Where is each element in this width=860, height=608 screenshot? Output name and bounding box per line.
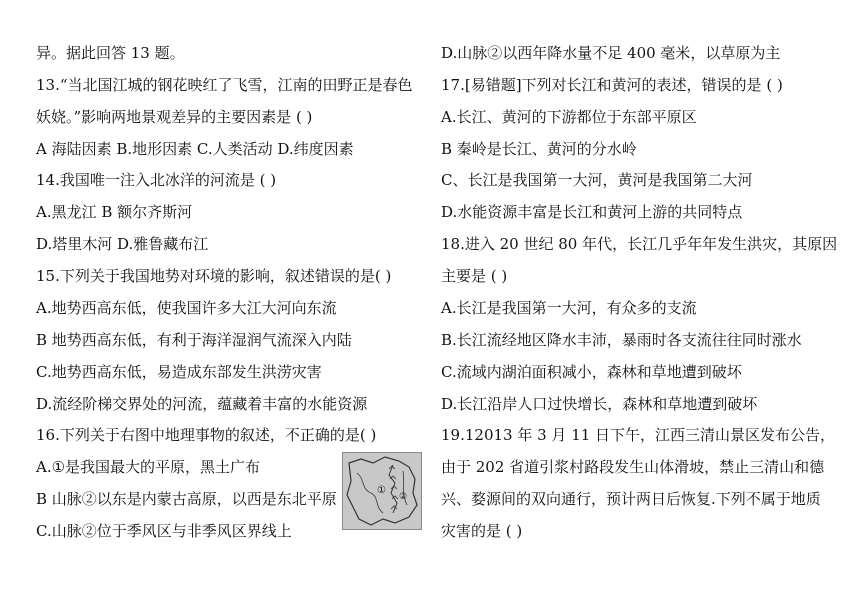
- text-line: 兴、婺源间的双向通行，预计两日后恢复.下列不属于地质: [441, 490, 821, 508]
- text-line: A 海陆因素 B.地形因素 C.人类活动 D.纬度因素: [36, 140, 354, 158]
- text-line: C.山脉②位于季风区与非季风区界线上: [36, 522, 292, 540]
- text-line: 主要是 ( ): [441, 267, 508, 285]
- text-line: B 山脉②以东是内蒙古高原，以西是东北平原: [36, 490, 337, 508]
- text-line: D.长江沿岸人口过快增长，森林和草地遭到破坏: [441, 395, 758, 413]
- text-line: C.流域内湖泊面积减小，森林和草地遭到破坏: [441, 363, 742, 381]
- text-line: 由于 202 省道引浆村路段发生山体滑坡，禁止三清山和德: [441, 458, 825, 476]
- text-line: 15.下列关于我国地势对环境的影响，叙述错误的是( ): [36, 267, 392, 285]
- text-line: D.塔里木河 D.雅鲁藏布江: [36, 235, 209, 253]
- text-line: 13.“当北国江城的钢花映红了飞雪，江南的田野正是春色: [36, 76, 413, 94]
- text-line: A.长江、黄河的下游都位于东部平原区: [441, 108, 697, 126]
- text-line: A.长江是我国第一大河，有众多的支流: [441, 299, 697, 317]
- text-line: 18.进入 20 世纪 80 年代，长江几乎年年发生洪灾，其原因: [441, 235, 838, 253]
- text-line: D.流经阶梯交界处的河流，蕴藏着丰富的水能资源: [36, 395, 368, 413]
- text-line: C、长江是我国第一大河，黄河是我国第二大河: [441, 171, 753, 189]
- text-line: A.黑龙江 B 额尔齐斯河: [36, 203, 193, 221]
- text-line: 妖娆。”影响两地景观差异的主要因素是 ( ): [36, 108, 313, 126]
- text-line: C.地势西高东低，易造成东部发生洪涝灾害: [36, 363, 322, 381]
- text-line: A.①是我国最大的平原，黑土广布: [36, 458, 261, 476]
- mountain-range: [389, 465, 397, 513]
- map-label-plain: ①: [377, 485, 386, 496]
- text-line: B.长江流经地区降水丰沛，暴雨时各支流往往同时涨水: [441, 331, 802, 349]
- northeast-china-map: [342, 452, 422, 530]
- text-line: B 地势西高东低，有利于海洋湿润气流深入内陆: [36, 331, 352, 349]
- text-line: 17.[易错题]下列对长江和黄河的表述，错误的是 ( ): [441, 76, 783, 94]
- text-line: 异。据此回答 13 题。: [36, 44, 185, 62]
- text-line: 14.我国唯一注入北冰洋的河流是 ( ): [36, 171, 277, 189]
- map-drawing: [343, 453, 421, 529]
- text-line: A.地势西高东低，使我国许多大江大河向东流: [36, 299, 337, 317]
- text-line: 灾害的是 ( ): [441, 522, 523, 540]
- text-line: D.山脉②以西年降水量不足 400 毫米，以草原为主: [441, 44, 781, 62]
- text-line: D.水能资源丰富是长江和黄河上游的共同特点: [441, 203, 743, 221]
- text-line: 16.下列关于右图中地理事物的叙述，不正确的是( ): [36, 426, 377, 444]
- text-line: B 秦岭是长江、黄河的分水岭: [441, 140, 637, 158]
- text-line: 19.12013 年 3 月 11 日下午，江西三清山景区发布公告，: [441, 426, 836, 444]
- map-label-mountain: ②: [399, 492, 408, 502]
